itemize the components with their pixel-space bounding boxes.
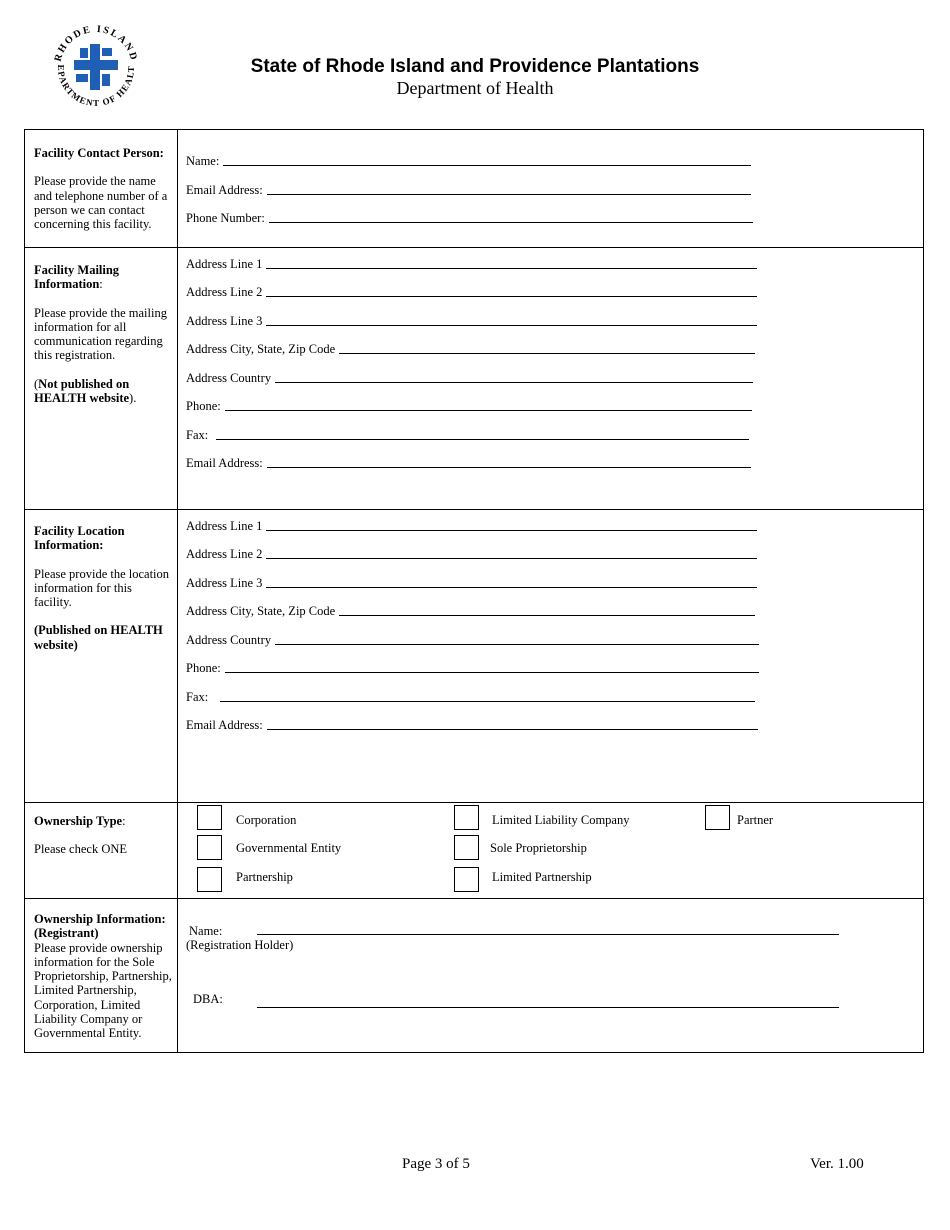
registrant-name-sublabel: (Registration Holder) [186,938,294,952]
location-note: (Published on HEALTH website) [34,623,163,652]
ownership-type-heading: Ownership Type [34,814,123,828]
svg-text:RHODE ISLAND: RHODE ISLAND [52,23,140,63]
contact-name-field[interactable] [186,154,751,169]
page-subtitle: Department of Health [396,78,554,98]
sole-proprietorship-checkbox[interactable] [454,835,479,860]
contact-heading: Facility Contact Person: [34,146,164,160]
dba-field[interactable] [257,1007,839,1008]
location-address-line-2-field[interactable]: Address Line 2 [186,547,757,562]
mailing-description: Please provide the mailing information for all communication regarding this registration. [34,305,167,363]
partnership-checkbox[interactable] [197,867,222,892]
location-email-field[interactable]: Email Address: [186,718,758,733]
mailing-city-state-zip-field[interactable]: Address City, State, Zip Code [186,342,755,357]
page-title: State of Rhode Island and Providence Plantations [250,56,700,77]
location-description: Please provide the location information for this facility. [34,566,170,610]
mailing-address-line-1-field[interactable]: Address Line 1 [186,257,757,272]
mailing-fax-field[interactable]: Fax: [186,428,749,443]
field-label: Email Address: [186,183,263,197]
partner-label: Partner [737,813,774,827]
row-divider [25,247,923,248]
ownership-info-section-label [34,912,172,1041]
row-divider [25,802,923,803]
governmental-entity-label: Governmental Entity [236,841,342,855]
location-section-label [34,524,172,652]
sole-proprietorship-label: Sole Proprietorship [490,841,587,855]
location-city-state-zip-field[interactable]: Address City, State, Zip Code [186,604,755,619]
mailing-address-line-2-field[interactable]: Address Line 2 [186,285,757,300]
field-label: Phone Number: [186,211,265,225]
mailing-heading: Facility Mailing Information [34,263,120,292]
contact-description: Please provide the name and telephone number of a person we can contact concerning this facility. [34,174,168,232]
location-country-field[interactable]: Address Country [186,633,759,648]
mailing-phone-field[interactable]: Phone: [186,399,752,414]
limited-partnership-label: Limited Partnership [492,870,592,884]
dba-label: DBA: [193,992,223,1006]
row-divider [25,509,923,510]
column-divider [177,130,178,1052]
mailing-country-field[interactable]: Address Country [186,371,753,386]
limited-partnership-checkbox[interactable] [454,867,479,892]
location-address-line-3-field[interactable]: Address Line 3 [186,576,757,591]
partner-checkbox[interactable] [705,805,730,830]
field-label: Name: [186,154,220,168]
corporation-checkbox[interactable] [197,805,222,830]
page-number: Page 3 of 5 [402,1156,470,1172]
version-label: Ver. 1.00 [810,1156,864,1172]
mailing-section-label: Facility Mailing Information: Please provide the mailing information for all communication regarding this registration. (Not published on HEALTH website). [34,263,172,405]
location-heading: Facility Location Information: [34,524,125,553]
partnership-label: Partnership [236,870,293,884]
row-divider [25,898,923,899]
ownership-info-heading: Ownership Information: (Registrant) [34,912,166,941]
mailing-address-line-3-field[interactable]: Address Line 3 [186,314,757,329]
registrant-name-label: Name: [189,924,223,938]
corporation-label: Corporation [236,813,297,827]
ownership-info-description: Please provide ownership information for the Sole Proprietorship, Partnership, Limited Partnership, Corporation, Limited Liability Company or Governmental Entity. [34,940,172,1041]
ownership-type-section-label: Ownership Type: Please check ONE [34,814,172,857]
limited-liability-company-checkbox[interactable] [454,805,479,830]
registrant-name-field[interactable] [257,934,839,935]
contact-email-field[interactable] [186,183,751,198]
governmental-entity-checkbox[interactable] [197,835,222,860]
location-fax-field[interactable]: Fax: [186,690,755,705]
ownership-type-description: Please check ONE [34,842,128,857]
location-phone-field[interactable]: Phone: [186,661,759,676]
contact-section-label [34,146,172,231]
mailing-email-field[interactable]: Email Address: [186,456,751,471]
location-address-line-1-field[interactable]: Address Line 1 [186,519,757,534]
limited-liability-company-label: Limited Liability Company [492,813,630,827]
svg-text:DEPARTMENT OF HEALTH: EPARTMENT OF HEALT [55,64,137,109]
contact-phone-field[interactable] [186,211,753,226]
mailing-note: (Not published on HEALTH website). [34,376,137,406]
registration-form-table [24,129,924,1053]
